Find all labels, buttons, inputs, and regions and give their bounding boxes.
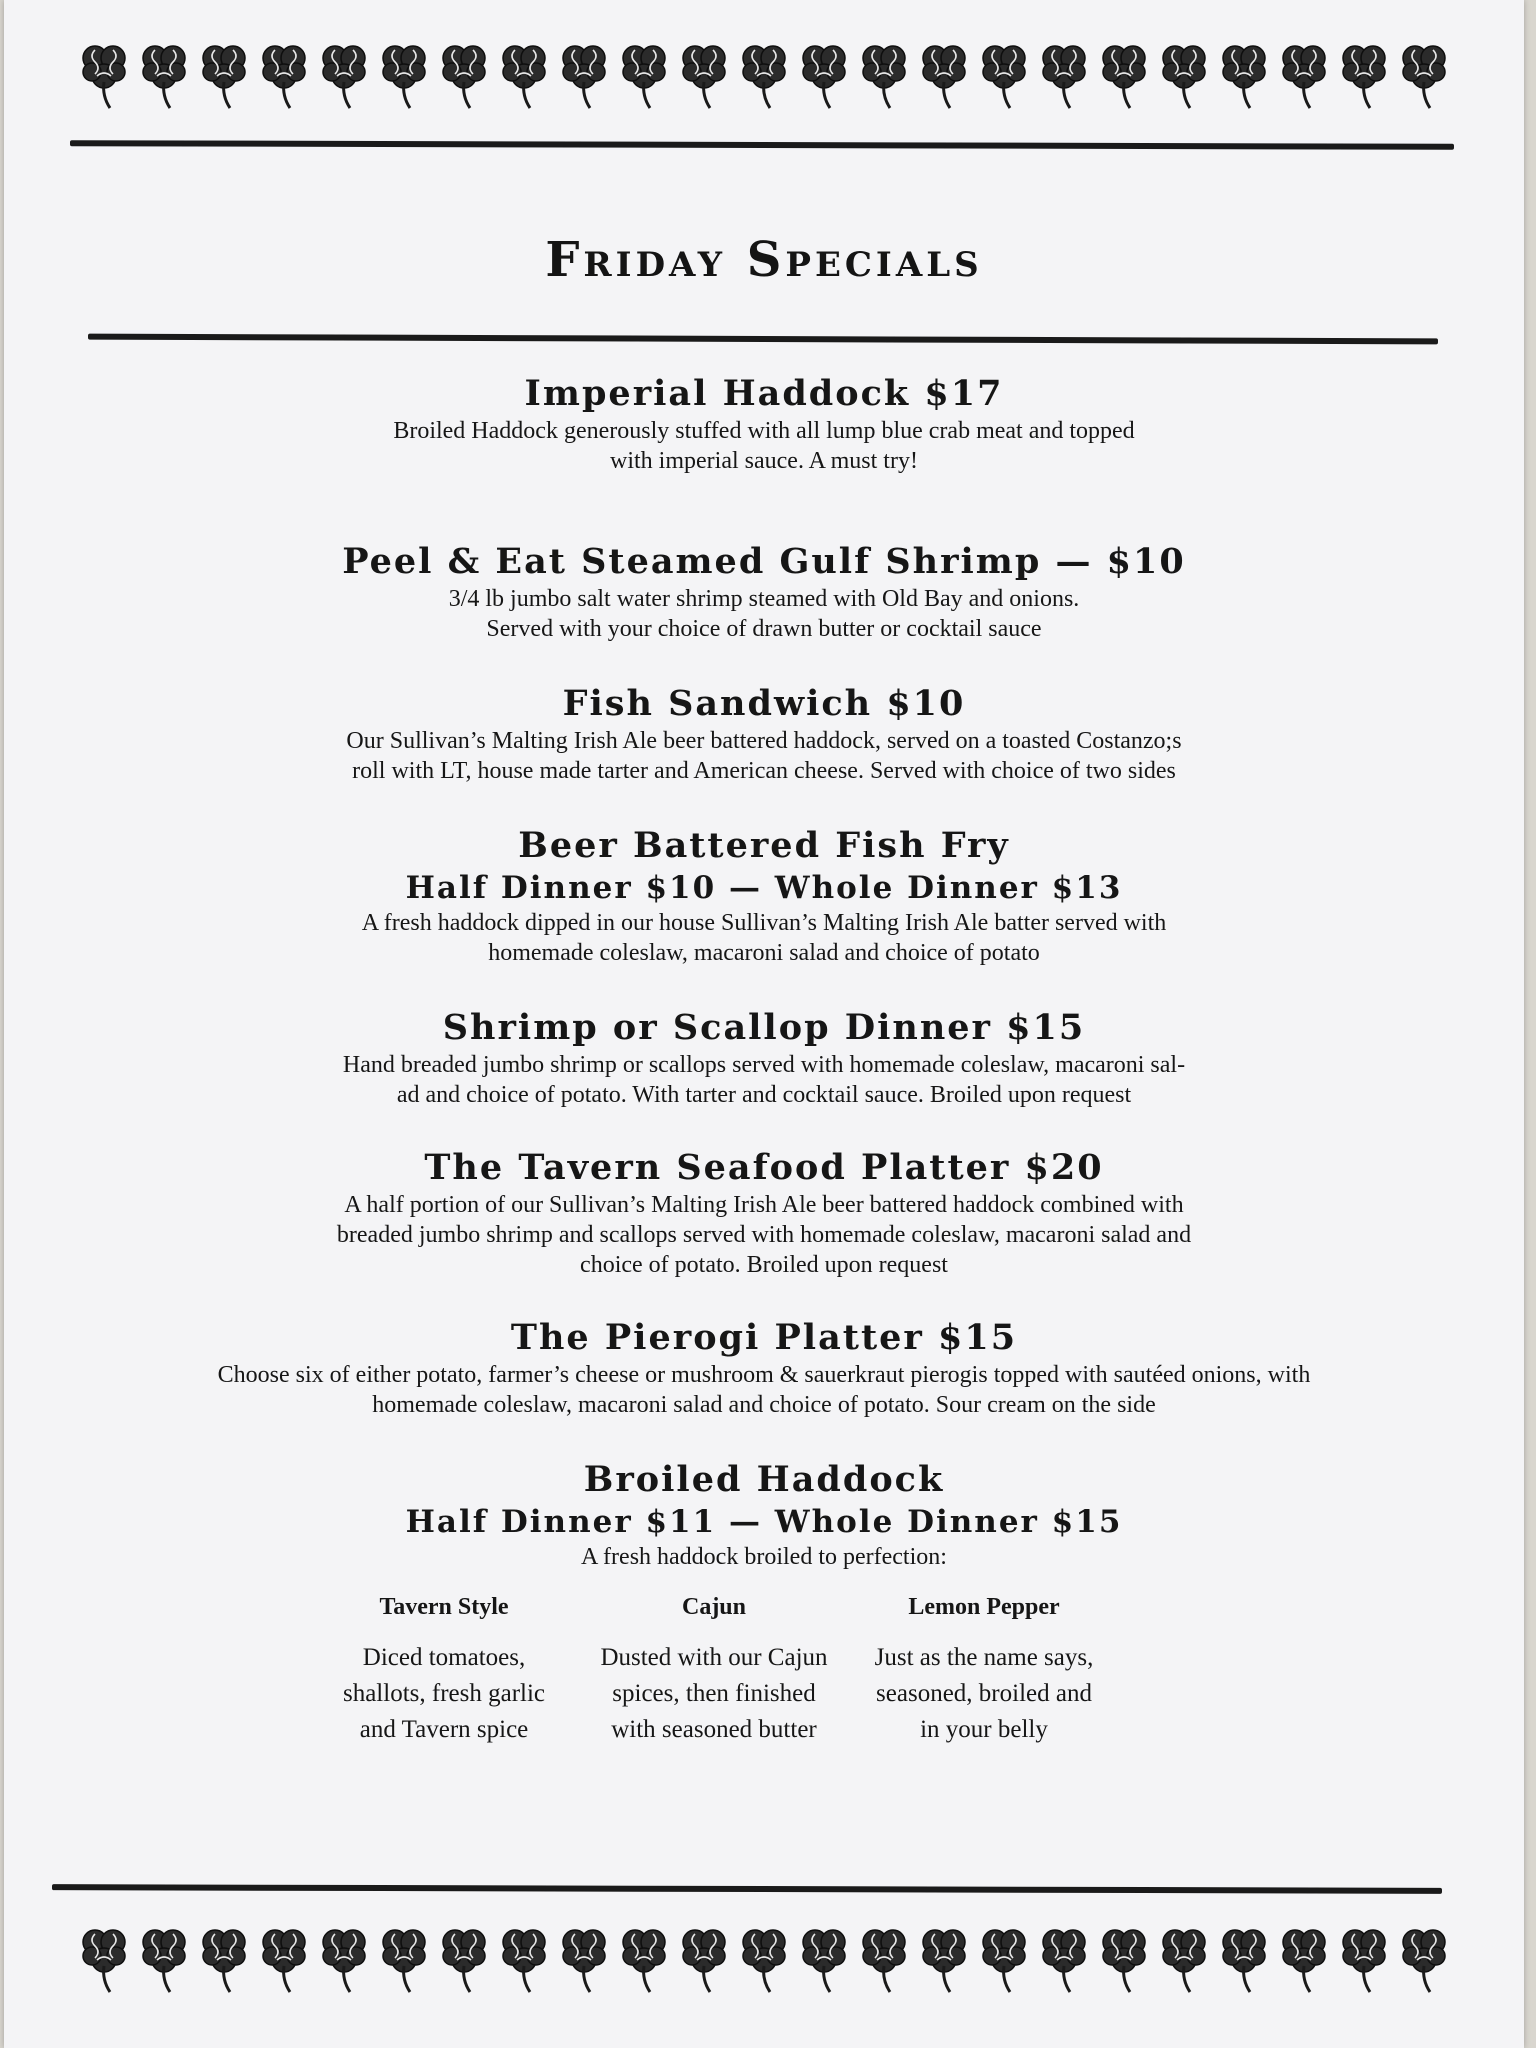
- shamrock-icon: [795, 36, 853, 116]
- shamrock-icon: [195, 36, 253, 116]
- item-name: The Tavern Seafood Platter $20: [424, 1147, 1104, 1188]
- shamrock-icon: [675, 36, 733, 116]
- shamrock-icon: [975, 1920, 1033, 2000]
- style-option-heading: Lemon Pepper: [908, 1594, 1060, 1620]
- shamrock-icon: [1035, 36, 1093, 116]
- item-desc-line: roll with LT, house made tarter and American cheese. Served with choice of two sides: [352, 758, 1176, 784]
- shamrock-icon: [615, 1920, 673, 2000]
- style-option-line: Just as the name says,: [874, 1644, 1094, 1671]
- shamrock-icon: [675, 1920, 733, 2000]
- item-desc-line: choice of potato. Broiled upon request: [580, 1252, 948, 1278]
- style-option-line: and Tavern spice: [359, 1716, 529, 1743]
- menu-page: [4, 0, 1524, 2048]
- shamrock-icon: [1035, 1920, 1093, 2000]
- menu-item-tavern-seafood-platter: [4, 1146, 1524, 1280]
- shamrock-icon: [435, 36, 493, 116]
- style-option-heading: Tavern Style: [379, 1594, 509, 1620]
- style-option-line: spices, then finished: [612, 1680, 816, 1707]
- menu-title: Friday Specials: [545, 232, 983, 288]
- shamrock-icon: [735, 1920, 793, 2000]
- shamrock-icon: [855, 1920, 913, 2000]
- menu-item-pierogi-platter: [4, 1316, 1524, 1420]
- shamrock-icon: [435, 1920, 493, 2000]
- item-desc-line: Our Sullivan’s Malting Irish Ale beer battered haddock, served on a toasted Costanzo;s: [346, 728, 1182, 754]
- style-option-cajun: [584, 1592, 844, 1748]
- shamrock-icon: [75, 36, 133, 116]
- shamrock-icon: [915, 36, 973, 116]
- shamrock-icon: [915, 1920, 973, 2000]
- item-desc-line: Broiled Haddock generously stuffed with all lump blue crab meat and topped: [393, 418, 1135, 444]
- divider-top: [70, 140, 1454, 150]
- style-option-line: in your belly: [920, 1716, 1048, 1743]
- menu-item-broiled-haddock: [4, 1458, 1524, 1572]
- shamrock-icon: [555, 36, 613, 116]
- style-option-lemon-pepper: [854, 1592, 1114, 1748]
- shamrock-icon: [1395, 1920, 1453, 2000]
- shamrock-icon: [195, 1920, 253, 2000]
- shamrock-icon: [1275, 36, 1333, 116]
- item-desc-line: Choose six of either potato, farmer’s cheese or mushroom & sauerkraut pierogis topped with sautéed onions, with: [217, 1362, 1311, 1388]
- shamrock-border-bottom: [4, 1920, 1524, 2000]
- style-option-line: Dusted with our Cajun: [600, 1644, 828, 1671]
- shamrock-icon: [315, 36, 373, 116]
- item-name: Imperial Haddock $17: [524, 373, 1004, 414]
- shamrock-icon: [315, 1920, 373, 2000]
- shamrock-icon: [135, 36, 193, 116]
- shamrock-icon: [615, 36, 673, 116]
- shamrock-icon: [1275, 1920, 1333, 2000]
- style-option-tavern: [314, 1592, 574, 1748]
- item-name: Fish Sandwich $10: [562, 683, 966, 724]
- item-desc-line: Hand breaded jumbo shrimp or scallops served with homemade coleslaw, macaroni sal-: [342, 1052, 1186, 1078]
- shamrock-icon: [855, 36, 913, 116]
- item-desc-line: A fresh haddock dipped in our house Sullivan’s Malting Irish Ale batter served with: [361, 910, 1167, 936]
- menu-item-shrimp-scallop-dinner: [4, 1006, 1524, 1110]
- item-desc-line: ad and choice of potato. With tarter and cocktail sauce. Broiled upon request: [396, 1082, 1132, 1108]
- style-option-line: seasoned, broiled and: [876, 1680, 1092, 1707]
- shamrock-icon: [1155, 1920, 1213, 2000]
- item-desc-line: 3/4 lb jumbo salt water shrimp steamed with Old Bay and onions.: [448, 586, 1080, 612]
- item-desc-line: breaded jumbo shrimp and scallops served with homemade coleslaw, macaroni salad and: [336, 1222, 1192, 1248]
- divider-bottom: [52, 1884, 1442, 1894]
- item-name: Shrimp or Scallop Dinner $15: [442, 1007, 1086, 1048]
- item-desc-line: homemade coleslaw, macaroni salad and choice of potato: [488, 940, 1040, 966]
- shamrock-icon: [495, 36, 553, 116]
- shamrock-icon: [1395, 36, 1453, 116]
- shamrock-icon: [1155, 36, 1213, 116]
- item-desc-line: A half portion of our Sullivan’s Malting Irish Ale beer battered haddock combined with: [344, 1192, 1184, 1218]
- shamrock-icon: [1335, 36, 1393, 116]
- shamrock-icon: [375, 36, 433, 116]
- shamrock-icon: [375, 1920, 433, 2000]
- style-option-line: Diced tomatoes,: [362, 1644, 526, 1671]
- item-name: Peel & Eat Steamed Gulf Shrimp — $10: [342, 541, 1186, 582]
- shamrock-icon: [1215, 36, 1273, 116]
- shamrock-icon: [75, 1920, 133, 2000]
- shamrock-icon: [135, 1920, 193, 2000]
- item-price-line: Half Dinner $10 — Whole Dinner $13: [405, 870, 1123, 906]
- shamrock-border-top: [4, 36, 1524, 116]
- shamrock-icon: [1215, 1920, 1273, 2000]
- haddock-style-options: [314, 1592, 1114, 1748]
- style-option-heading: Cajun: [681, 1594, 747, 1620]
- shamrock-icon: [555, 1920, 613, 2000]
- item-name: The Pierogi Platter $15: [510, 1317, 1018, 1358]
- shamrock-icon: [1095, 1920, 1153, 2000]
- divider-under-title: [88, 334, 1438, 345]
- item-desc-line: A fresh haddock broiled to perfection:: [581, 1544, 947, 1570]
- style-option-line: with seasoned butter: [611, 1716, 817, 1743]
- item-desc-line: with imperial sauce. A must try!: [610, 448, 918, 474]
- shamrock-icon: [735, 36, 793, 116]
- shamrock-icon: [255, 1920, 313, 2000]
- item-name: Beer Battered Fish Fry: [518, 825, 1010, 866]
- item-name: Broiled Haddock: [583, 1459, 945, 1500]
- shamrock-icon: [975, 36, 1033, 116]
- style-option-line: shallots, fresh garlic: [342, 1680, 546, 1707]
- shamrock-icon: [495, 1920, 553, 2000]
- shamrock-icon: [795, 1920, 853, 2000]
- menu-item-peel-eat-shrimp: [4, 540, 1524, 644]
- shamrock-icon: [1335, 1920, 1393, 2000]
- item-price-line: Half Dinner $11 — Whole Dinner $15: [405, 1504, 1123, 1540]
- shamrock-icon: [255, 36, 313, 116]
- item-desc-line: Served with your choice of drawn butter or cocktail sauce: [486, 616, 1042, 642]
- item-desc-line: homemade coleslaw, macaroni salad and choice of potato. Sour cream on the side: [372, 1392, 1156, 1418]
- menu-item-beer-battered-fish-fry: [4, 824, 1524, 968]
- menu-item-imperial-haddock: [4, 372, 1524, 476]
- menu-item-fish-sandwich: [4, 682, 1524, 786]
- shamrock-icon: [1095, 36, 1153, 116]
